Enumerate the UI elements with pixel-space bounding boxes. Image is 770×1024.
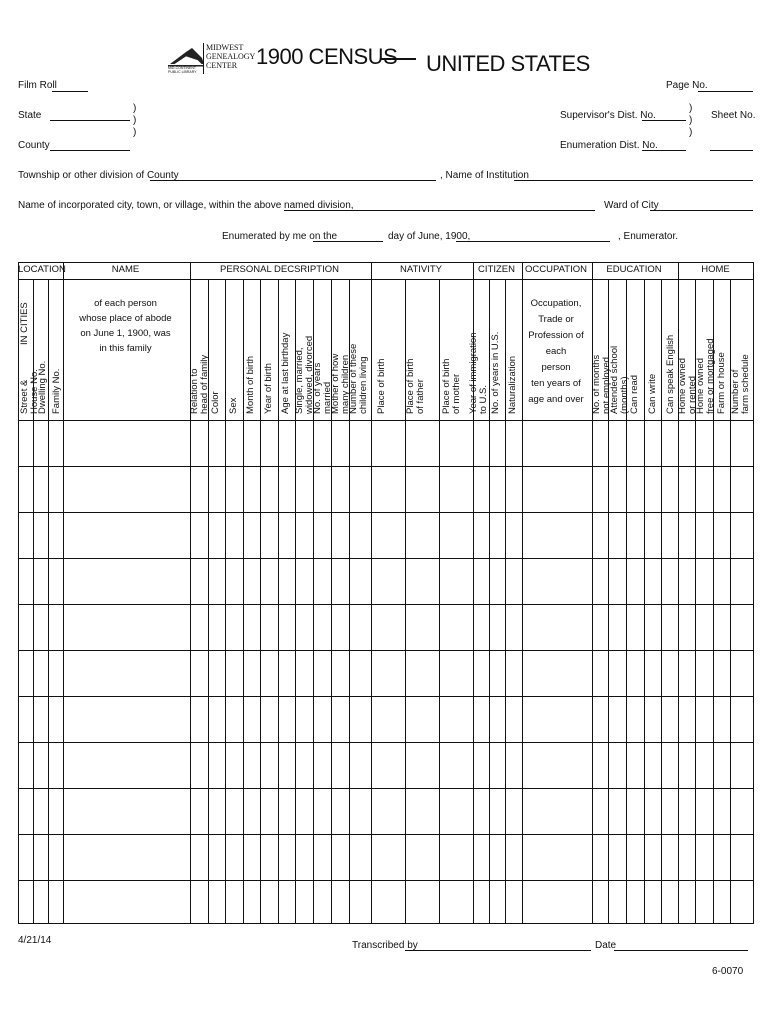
name-desc-line: whose place of abode — [79, 313, 172, 324]
enumerated-label: Enumerated by me on the — [222, 231, 338, 242]
col-street: Street & House No. — [19, 369, 40, 414]
col-line — [63, 263, 64, 923]
date-field[interactable] — [614, 950, 748, 951]
col-naturalization: Naturalization — [507, 355, 518, 414]
occupation-description — [521, 296, 591, 408]
group-education: EDUCATION — [606, 264, 662, 275]
ward-label: Ward of City — [604, 200, 659, 211]
form-subtitle: UNITED STATES — [426, 51, 590, 76]
transcribed-field[interactable] — [405, 950, 591, 951]
name-description — [62, 296, 189, 356]
enumeration-field[interactable] — [642, 150, 686, 151]
group-name: NAME — [111, 264, 140, 275]
name-desc-line: in this family — [99, 343, 152, 354]
group-personal: PERSONAL DECSRIPTION — [220, 264, 339, 275]
col-month-birth: Month of birth — [245, 355, 256, 414]
col-sex: Sex — [228, 397, 239, 414]
institution-field[interactable] — [514, 180, 753, 181]
township-label: Township or other division of County — [18, 170, 179, 181]
supervisor-field[interactable] — [642, 120, 686, 121]
occupation-desc-line: Profession of each — [528, 330, 584, 357]
col-attended-school: Attended school (months) — [609, 345, 630, 414]
occupation-desc-line: person — [541, 362, 571, 373]
row-line — [19, 558, 753, 559]
supervisor-brackets: ) ) ) — [689, 103, 693, 138]
col-dwelling: Dwelling No. — [37, 360, 48, 414]
col-line — [225, 279, 226, 923]
col-age: Age at last birthday — [280, 332, 291, 414]
incorporated-field[interactable] — [284, 210, 595, 211]
page-no-field[interactable] — [698, 91, 753, 92]
col-line — [644, 279, 645, 923]
col-owned-rented: Home owned or rented — [677, 358, 698, 414]
date-code: 4/21/14 — [18, 935, 52, 946]
film-roll-field[interactable] — [52, 91, 88, 92]
transcribed-label: Transcribed by — [352, 940, 418, 951]
row-line — [19, 742, 753, 743]
enumerator-name-field[interactable] — [456, 241, 610, 242]
col-can-write: Can write — [647, 373, 658, 414]
col-years-married: No. of years married — [312, 362, 333, 414]
logo-caption: MID-CONTINENT PUBLIC LIBRARY — [168, 66, 197, 74]
state-label: State — [18, 110, 42, 121]
col-line — [439, 279, 440, 923]
county-field[interactable] — [50, 150, 130, 151]
name-desc-line: on June 1, 1900, was — [80, 328, 171, 339]
occupation-desc-line: ten years of — [531, 378, 581, 389]
col-line — [243, 279, 244, 923]
row-line — [19, 788, 753, 789]
col-color: Color — [210, 391, 221, 414]
col-children-living: Number of these children living — [348, 343, 369, 414]
county-label: County — [18, 140, 50, 151]
col-can-read: Can read — [629, 374, 640, 414]
institution-label: , Name of Institution — [440, 170, 529, 181]
col-family: Family No. — [51, 368, 62, 414]
incorporated-label: Name of incorporated city, town, or village, within the above named division, — [18, 200, 354, 211]
col-place-birth: Place of birth — [376, 358, 387, 414]
state-field[interactable] — [50, 120, 130, 121]
col-line — [505, 279, 506, 923]
col-year-birth: Year of birth — [263, 363, 274, 414]
row-line — [19, 696, 753, 697]
row-line — [19, 834, 753, 835]
col-place-father: Place of birth of father — [405, 358, 426, 414]
col-farm-schedule: Number of farm schedule — [730, 354, 751, 414]
enumerator-label: , Enumerator. — [618, 231, 679, 242]
supervisor-label: Supervisor's Dist. No. — [560, 110, 656, 121]
col-line — [48, 279, 49, 923]
township-field[interactable] — [150, 180, 436, 181]
row-line — [19, 604, 753, 605]
col-can-speak: Can speak English — [665, 334, 676, 414]
group-home: HOME — [701, 264, 730, 275]
col-line — [278, 279, 279, 923]
group-nativity: NATIVITY — [399, 264, 443, 275]
col-farm-house: Farm or house — [716, 352, 727, 414]
col-year-immigration: Year of immigration to U.S. — [468, 332, 489, 414]
col-years-us: No. of years in U.S. — [490, 331, 501, 414]
row-line — [19, 650, 753, 651]
group-header-divider — [19, 279, 753, 280]
form-number: 6-0070 — [712, 966, 744, 977]
film-roll-label: Film Roll — [18, 80, 57, 91]
row-line — [19, 466, 753, 467]
org-line-1: MIDWEST — [206, 43, 244, 52]
org-name — [206, 43, 255, 70]
occupation-desc-line: Trade or — [538, 314, 574, 325]
col-mother-of: Mother of how many children — [330, 353, 351, 414]
col-line — [661, 279, 662, 923]
group-location: LOCATION — [18, 264, 66, 275]
group-citizen: CITIZEN — [478, 264, 515, 275]
col-marital: Single, married, widowed, divorced — [294, 335, 315, 414]
name-desc-line: of each person — [94, 298, 157, 309]
date-label: Date — [595, 940, 617, 951]
col-relation: Relation to head of family — [189, 354, 210, 414]
col-line — [371, 263, 372, 923]
form-title: 1900 CENSUS — [256, 44, 398, 69]
col-free-mortgaged: Home owned free or mortgaged — [695, 338, 716, 414]
row-line — [19, 512, 753, 513]
ward-field[interactable] — [650, 210, 753, 211]
org-line-3: CENTER — [206, 61, 238, 70]
col-line — [260, 279, 261, 923]
sheet-no-field[interactable] — [710, 150, 753, 151]
org-line-2: GENEALOGY — [206, 52, 256, 61]
sheet-no-label: Sheet No. — [711, 110, 756, 121]
title-dash — [380, 58, 416, 60]
occupation-desc-line: age and over — [528, 394, 584, 405]
occupation-desc-line: Occupation, — [530, 298, 582, 309]
day-of-june-label: day of June, 1900, — [388, 231, 471, 242]
state-brackets: ) ) ) — [133, 103, 137, 138]
col-months-unemployed: No. of months not employed — [591, 354, 612, 414]
col-in-cities: IN CITIES — [19, 302, 30, 345]
row-line — [19, 880, 753, 881]
col-place-mother: Place of birth of mother — [441, 358, 462, 414]
logo-divider — [203, 43, 204, 74]
group-occupation: OCCUPATION — [525, 264, 587, 275]
page-no-label: Page No. — [666, 80, 708, 91]
enumeration-label: Enumeration Dist. No. — [560, 140, 658, 151]
header-bottom-divider — [19, 420, 753, 421]
enumerated-day-field[interactable] — [313, 241, 383, 242]
